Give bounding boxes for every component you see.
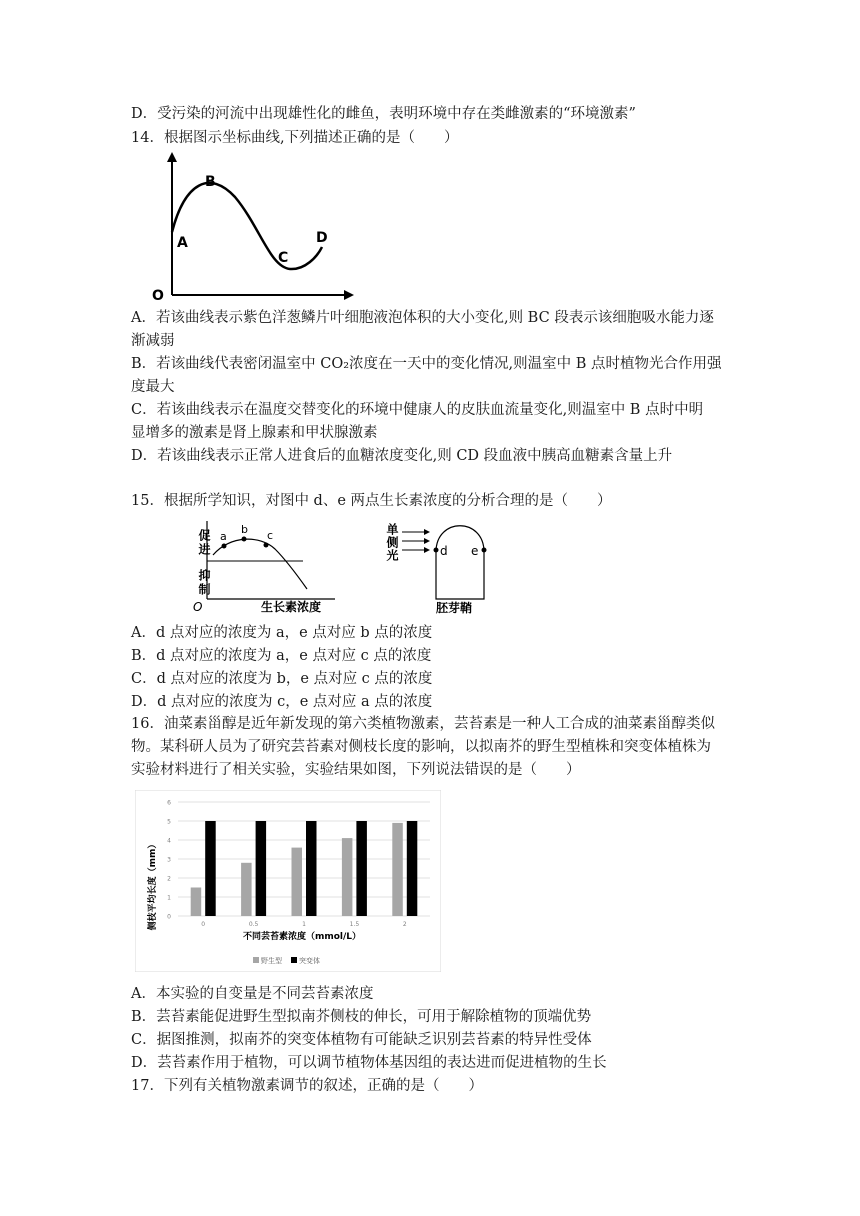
q16-option-b: B．芸苔素能促进野生型拟南芥侧枝的伸长，可用于解除植物的顶端优势	[131, 1009, 592, 1025]
q15-option-a: A．d 点对应的浓度为 a，e 点对应 b 点的浓度	[131, 625, 433, 641]
q14-option-d: D．若该曲线表示正常人进食后的血糖浓度变化,则 CD 段血液中胰高血糖素含量上升	[131, 448, 673, 464]
q14-label-d: D	[316, 230, 328, 246]
x-tick-label: 1	[302, 921, 306, 928]
bar-mutant	[205, 821, 216, 916]
q14-label-origin: O	[152, 288, 164, 304]
y-tick-label: 4	[167, 837, 171, 845]
bar-mutant	[256, 821, 267, 916]
q14-label-a: A	[177, 235, 188, 251]
y-tick-label: 1	[167, 894, 171, 902]
q16-legend-mutant-swatch	[291, 957, 297, 963]
bar-wild	[292, 848, 303, 916]
q15-point-b: b	[241, 523, 248, 536]
q16-stem-line2: 物。某科研人员为了研究芸苔素对侧枝长度的影响，以拟南芥的野生型植株和突变体植株为	[131, 739, 711, 755]
q15-xlabel: 生长素浓度	[261, 600, 322, 614]
q15-stem: 15．根据所学知识，对图中 d、e 两点生长素浓度的分析合理的是（ ）	[131, 493, 612, 509]
q15-growth-curve-figure	[185, 517, 345, 615]
q14-option-b-line1: B．若该曲线代表密闭温室中 CO₂浓度在一天中的变化情况,则温室中 B 点时植物光合作用强	[131, 356, 722, 372]
x-tick-label: 2	[402, 921, 407, 928]
q16-chart-ylabel: 侧枝平均长度（mm）	[148, 839, 158, 931]
q14-option-c-line2: 显增多的激素是肾上腺素和甲状腺激素	[131, 425, 378, 441]
y-tick-label: 0	[167, 913, 171, 921]
q16-option-a: A．本实验的自变量是不同芸苔素浓度	[131, 986, 374, 1002]
q15-light-label: 单侧光	[385, 523, 399, 562]
q14-option-c-line1: C．若该曲线表示在温度交替变化的环境中健康人的皮肤血流量变化,则温室中 B 点时中明	[131, 402, 704, 418]
q15-point-a: a	[220, 530, 227, 543]
q15-coleoptile-figure	[380, 517, 505, 615]
bar-mutant	[356, 821, 367, 916]
q14-option-a-line2: 渐减弱	[131, 333, 175, 349]
y-tick-label: 3	[167, 856, 171, 864]
y-tick-label: 6	[167, 799, 171, 807]
bar-mutant	[407, 821, 418, 916]
q14-label-c: C	[278, 250, 289, 266]
q16-option-d: D．芸苔素作用于植物，可以调节植物体基因组的表达进而促进植物的生长	[131, 1055, 607, 1071]
q16-legend-mutant-label: 突变体	[299, 957, 320, 965]
q14-stem: 14．根据图示坐标曲线,下列描述正确的是（ ）	[131, 130, 459, 146]
bar-wild	[241, 863, 252, 916]
bar-wild	[342, 838, 353, 916]
q15-point-d: d	[440, 544, 448, 558]
q17-stem: 17．下列有关植物激素调节的叙述，正确的是（ ）	[131, 1078, 483, 1094]
q15-coleoptile-caption: 胚芽鞘	[436, 601, 473, 615]
q14-option-a-line1: A．若该曲线表示紫色洋葱鳞片叶细胞液泡体积的大小变化,则 BC 段表示该细胞吸水能力逐	[131, 310, 714, 326]
q16-chart-xlabel: 不同芸苔素浓度（mmol/L）	[242, 932, 362, 942]
q15-origin: O	[193, 600, 203, 614]
q16-option-c: C．据图推测，拟南芥的突变体植物有可能缺乏识别芸苔素的特异性受体	[131, 1032, 592, 1048]
q15-point-e: e	[471, 544, 479, 558]
q16-bar-chart	[135, 790, 441, 972]
q15-ylabel-inhibit: 抑制	[197, 569, 211, 597]
q16-stem-line3: 实验材料进行了相关实验，实验结果如图，下列说法错误的是（ ）	[131, 762, 581, 778]
q16-legend-wild-swatch	[253, 957, 259, 963]
q15-option-d: D．d 点对应的浓度为 c，e 点对应 a 点的浓度	[131, 694, 433, 710]
q15-option-b: B．d 点对应的浓度为 a，e 点对应 c 点的浓度	[131, 648, 432, 664]
x-tick-label: 0	[201, 921, 206, 928]
q14-label-b: B	[205, 174, 216, 190]
x-tick-label: 0.5	[248, 921, 259, 928]
y-tick-label: 2	[167, 875, 171, 883]
q16-stem-line1: 16．油菜素甾醇是近年新发现的第六类植物激素，芸苔素是一种人工合成的油菜素甾醇类似	[131, 716, 715, 732]
q15-point-c: c	[267, 529, 274, 542]
q15-option-c: C．d 点对应的浓度为 b，e 点对应 c 点的浓度	[131, 671, 433, 687]
q13-option-d: D．受污染的河流中出现雄性化的雌鱼，表明环境中存在类雌激素的“环境激素”	[131, 106, 636, 122]
bar-wild	[191, 888, 202, 917]
x-tick-label: 1.5	[349, 921, 360, 928]
q14-option-b-line2: 度最大	[131, 379, 175, 395]
q15-ylabel-promote: 促进	[197, 529, 211, 557]
y-tick-label: 5	[167, 818, 171, 826]
bar-mutant	[306, 821, 317, 916]
bar-wild	[392, 823, 403, 916]
q16-legend-wild-label: 野生型	[261, 957, 282, 965]
q14-curve-figure	[150, 152, 355, 304]
